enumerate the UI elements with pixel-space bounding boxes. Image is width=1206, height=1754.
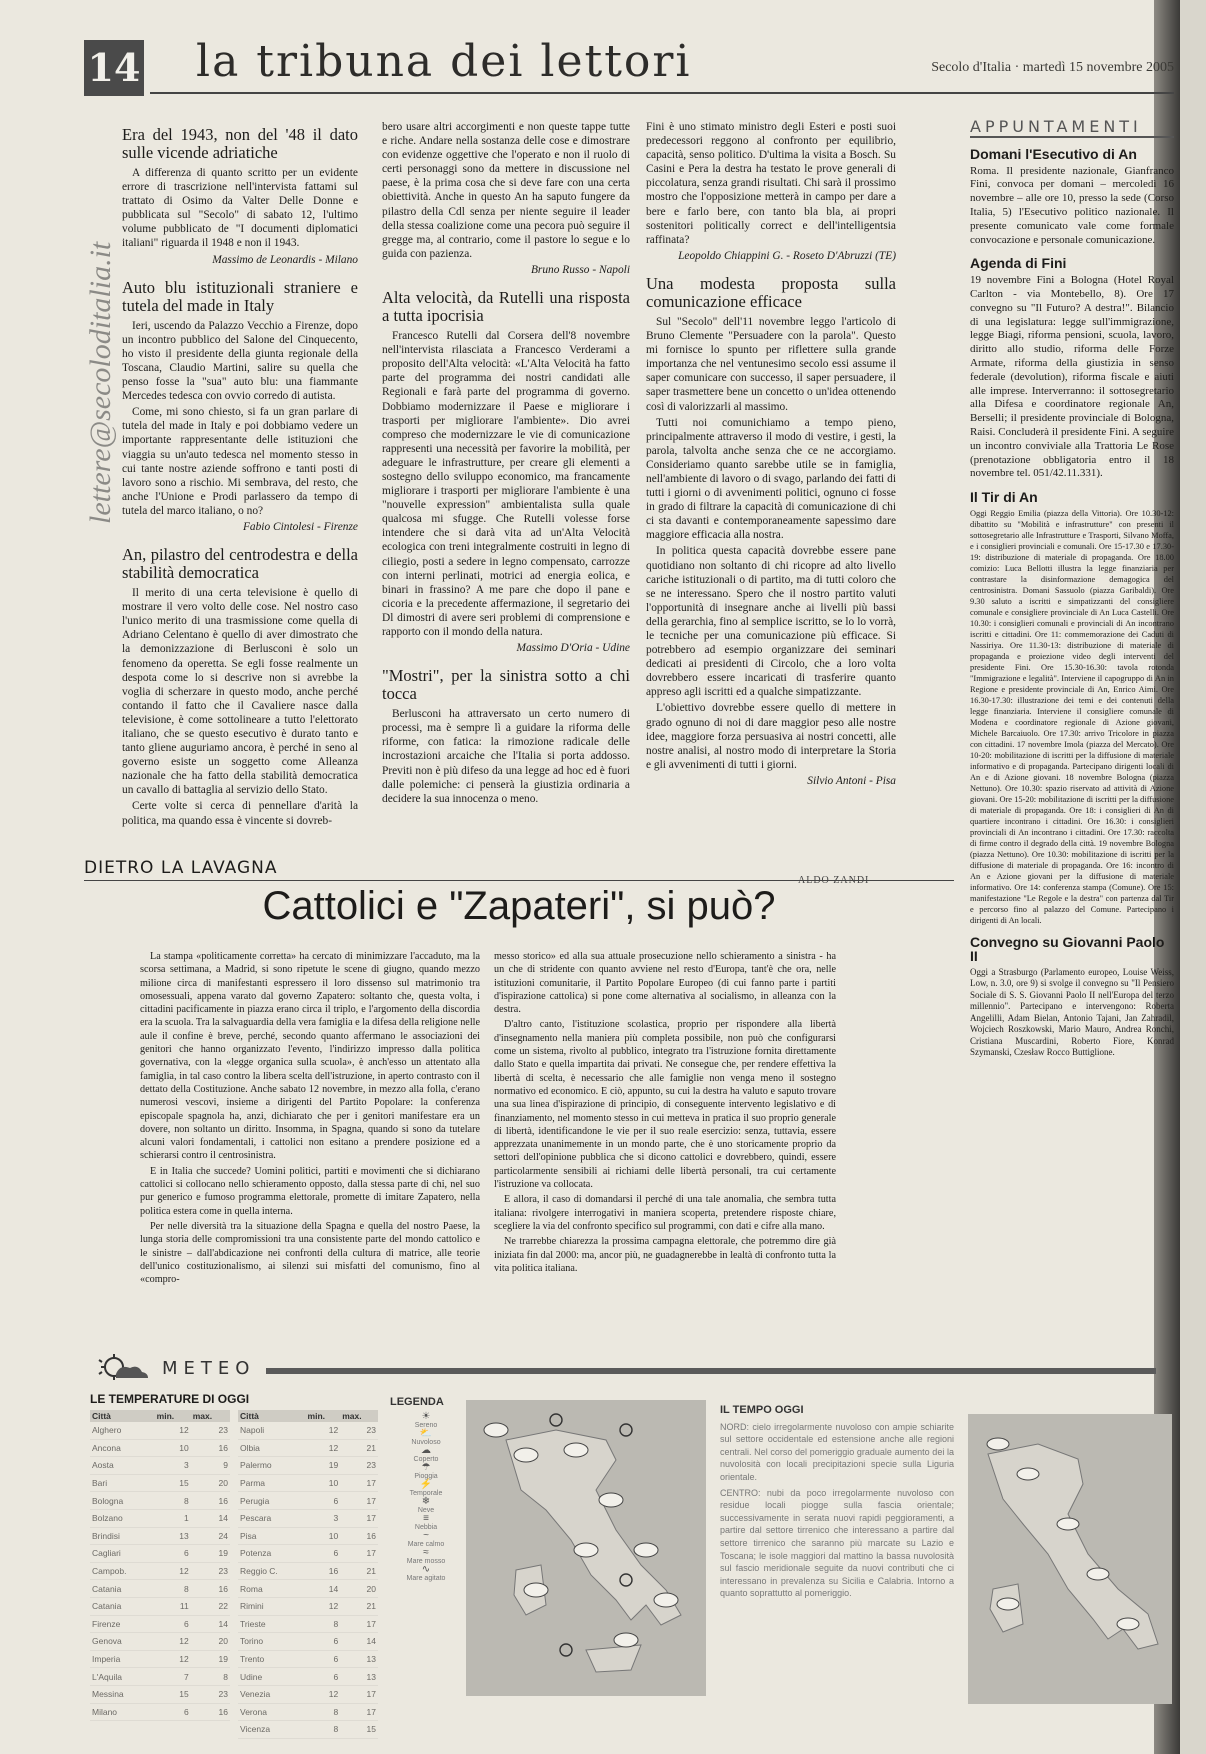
temperature-city: Vicenza <box>238 1721 306 1739</box>
temperature-row <box>90 1580 230 1598</box>
temperature-max: 21 <box>340 1597 378 1615</box>
temperature-city: Pisa <box>238 1527 306 1545</box>
temperature-row <box>238 1668 378 1686</box>
appuntamento-text: Roma. Il presidente nazionale, Gianfranco Fini, convoca per domani – mercoledì 16 novembre – alle ore 10, presso la sede (Corso Italia, 5) l'Esecutivo politico nazionale. Il presente comunicato vale come formale convocazione e personale comunicazione. <box>970 164 1174 246</box>
col-header-city: Città <box>238 1410 306 1422</box>
temperature-min: 10 <box>306 1474 341 1492</box>
temperature-city: Venezia <box>238 1685 306 1703</box>
letter-title: Una modesta proposta sulla comunicazione efficace <box>646 273 896 311</box>
temperature-row <box>238 1650 378 1668</box>
temperature-min: 16 <box>306 1562 341 1580</box>
paper-date: Secolo d'Italia · martedì 15 novembre 2005 <box>931 60 1174 75</box>
letter-paragraph: A differenza di quanto scritto per un evidente errore di trascrizione nell'intervista fattami sul trattato di Osimo da Valter Delle Donne e pubblicata sul "Secolo" di sabato 12, l'ultimo volume pubblicato de "I documenti diplomatici italiani" riguarda il 1948 e non il 1943. <box>122 167 358 250</box>
temperature-min: 10 <box>155 1439 191 1457</box>
letter-paragraph: Francesco Rutelli dal Corsera dell'8 novembre nell'intervista rilasciata a Francesco Verderami a proposito dell'Alta velocità: «L'Alta Velocità ha fatto parte del programma dei nostri candidati alle Regionali e farà parte del programma di governo. Dobbiamo modernizzare il Paese e migliorare i trasporti per migliorare l'ambiente». Dio avrei compreso che modernizzare le vie di comunicazione rappresenti una necessità per favorire la mobilità, per adeguare le infrastrutture, per creare gli elementi a sostegno dello sviluppo economico, ma francamente migliorare i trasporti per migliorare l'ambiente è una "nouvelle expression" ambientalista sulla quale qualcosa mi sfugge. Che Rutelli volesse forse intendere che si darà vita ad un'Alta Velocità ecologica con treni integralmente costruiti in legno di ciliegio, posti a sedere in legno compensato, carrozze con interni perlinati, motrici ad energia eolica, e binari in frassino? A me pare che dopo il pane e cicoria e la precedente affermazione, il segretario dei Dl dimostri di avere seri problemi di comprensione e rapporto con il mondo della natura. <box>382 330 630 638</box>
temperature-max: 20 <box>191 1633 230 1651</box>
temperature-row <box>90 1509 230 1527</box>
temperature-city: Milano <box>90 1703 155 1721</box>
temperature-max: 24 <box>191 1527 230 1545</box>
temperature-city: Catania <box>90 1580 155 1598</box>
temperature-city: Ancona <box>90 1439 155 1457</box>
temperature-max: 13 <box>340 1668 378 1686</box>
temperature-city: Udine <box>238 1668 306 1686</box>
temperature-min: 12 <box>155 1633 191 1651</box>
letters-column-2 <box>382 120 630 808</box>
letter-title: Alta velocità, da Rutelli una risposta a tutta ipocrisia <box>382 288 630 326</box>
appuntamenti-sidebar <box>970 117 1174 1059</box>
legend-rain-icon: ☂ Pioggia <box>414 1462 438 1480</box>
temperature-min: 12 <box>306 1422 341 1439</box>
temperature-row <box>238 1509 378 1527</box>
temperature-row <box>238 1422 378 1439</box>
letters-column-1 <box>122 120 358 830</box>
temperature-city: Olbia <box>238 1439 306 1457</box>
temperature-max: 17 <box>340 1703 378 1721</box>
col-header-min: min. <box>306 1410 341 1422</box>
masthead-rule <box>150 92 1174 94</box>
temperature-min: 6 <box>155 1615 191 1633</box>
temperature-city: Catania <box>90 1597 155 1615</box>
legend-label: Mare agitato <box>406 1575 446 1582</box>
temperature-min: 6 <box>306 1492 341 1510</box>
temperature-row <box>90 1439 230 1457</box>
letter-paragraph: In politica questa capacità dovrebbe essere pane quotidiano non soltanto di chi ricopre ad alto livello cariche istituzionali o di partito, ma di tutti coloro che se ne interessano. Spero che il nostro partito valuti l'opportunità di insegnare anche ai livelli più bassi della gerarchia, fino al semplice iscritto, se lo lo vorrà, le tecniche per una comunicazione più efficace. Si potrebbero ad esempio organizzare dei seminari dedicati ai presidenti di Circolo, che a loro volta dovrebbero essere incaricati di trasferire quanto appreso agli iscritti ed a qualche simpatizzante. <box>646 545 896 699</box>
temperature-row <box>90 1527 230 1545</box>
temperature-max: 17 <box>340 1685 378 1703</box>
temperature-city: Cagliari <box>90 1545 155 1563</box>
temperature-min: 15 <box>155 1685 191 1703</box>
appuntamento-title: Convegno su Giovanni Paolo II <box>970 933 1165 964</box>
temperature-city: Parma <box>238 1474 306 1492</box>
meteo-header <box>96 1352 1156 1382</box>
temperature-row <box>238 1562 378 1580</box>
temperature-row <box>90 1562 230 1580</box>
temperature-min: 6 <box>155 1545 191 1563</box>
temperature-min: 14 <box>306 1580 341 1598</box>
temperature-max: 21 <box>340 1562 378 1580</box>
temperature-max: 17 <box>340 1474 378 1492</box>
weather-forecast-text <box>720 1404 954 1600</box>
temperature-min: 8 <box>155 1580 191 1598</box>
meteo-label: METEO <box>162 1358 256 1379</box>
temperature-max: 20 <box>191 1474 230 1492</box>
temperature-min: 6 <box>155 1703 191 1721</box>
temperatures-title: LE TEMPERATURE DI OGGI <box>90 1392 250 1406</box>
sun-cloud-icon <box>96 1352 152 1382</box>
temperature-max: 23 <box>340 1457 378 1475</box>
temperature-max: 22 <box>191 1597 230 1615</box>
temperature-row <box>238 1527 378 1545</box>
temperature-min: 1 <box>155 1509 191 1527</box>
temperature-row <box>238 1597 378 1615</box>
feature-kicker: DIETRO LA LAVAGNA <box>84 858 278 878</box>
temperature-min: 10 <box>306 1527 341 1545</box>
temperature-max: 23 <box>191 1422 230 1439</box>
temperature-city: Firenze <box>90 1615 155 1633</box>
forecast-paragraph: CENTRO: nubi da poco irregolarmente nuvoloso con residue locali piogge sulla fascia orientale; successivamente in serata nuovi rapidi peggioramenti, a partire dal settore tirrenico che interessano a partire dal settore tirrenico che saranno più marcate su Lazio e Toscana; le isole maggiori dal mattino la bassa nuvolosità sul fascio meridionale seguite da nuovi contributi che ci interessano in prevalenza su Sicilia e Calabria. Intorno a quanto soprattutto al pomeriggio. <box>720 1487 954 1599</box>
temperature-row <box>90 1422 230 1439</box>
legend-label: Pioggia <box>414 1473 438 1480</box>
appuntamento-title: Agenda di Fini <box>970 255 1067 272</box>
feature-column-2 <box>494 950 836 1277</box>
meteo-rule <box>266 1368 1156 1374</box>
italy-map-graphic <box>466 1400 706 1696</box>
temperature-row <box>238 1703 378 1721</box>
feature-column-1 <box>140 950 480 1288</box>
legend-label: Mare mosso <box>406 1558 446 1565</box>
letter-title: Auto blu istituzionali straniere e tutela del made in Italy <box>122 277 358 315</box>
letter-title: "Mostri", per la sinistra sotto a chi tocca <box>382 666 630 704</box>
temperature-city: Campob. <box>90 1562 155 1580</box>
temperature-row <box>238 1580 378 1598</box>
temperature-min: 3 <box>155 1457 191 1475</box>
legend-title: LEGENDA <box>390 1396 444 1408</box>
legend-label: Sereno <box>414 1422 438 1429</box>
temperature-row <box>90 1633 230 1651</box>
weather-map-italy <box>466 1400 706 1696</box>
temperature-min: 12 <box>155 1422 191 1439</box>
italy-map-graphic <box>968 1414 1172 1704</box>
feature-paragraph: messo storico» ed alla sua attuale prosecuzione nello schieramento a sinistra - ha un che di stridente con quanto avviene nel resto d'Europa, tant'è che ora, nelle istituzioni comunitarie, il Partito Popolare Europeo (di cui fanno parte i partiti d'ispirazione cattolica) si pone come alternativa al socialismo, in alleanza con la destra. <box>494 951 836 1016</box>
letter-signature: Silvio Antoni - Pisa <box>807 774 896 787</box>
col-header-min: min. <box>155 1410 191 1422</box>
temperature-max: 23 <box>191 1562 230 1580</box>
temperature-max: 16 <box>191 1492 230 1510</box>
temperature-max: 21 <box>340 1439 378 1457</box>
legend-cloud-icon: ⛅ Nuvoloso <box>411 1428 441 1446</box>
temperature-city: Torino <box>238 1633 306 1651</box>
temperature-city: Perugia <box>238 1492 306 1510</box>
legend-label: Mare calmo <box>407 1541 445 1548</box>
temperatures-panel <box>90 1392 380 1735</box>
temperature-max: 17 <box>340 1615 378 1633</box>
temperature-row <box>238 1492 378 1510</box>
temperature-max: 14 <box>340 1633 378 1651</box>
temperature-min: 12 <box>306 1597 341 1615</box>
temperature-max: 14 <box>191 1615 230 1633</box>
letter-paragraph: Fini è uno stimato ministro degli Esteri e posti suoi predecessori reggono al confronto per equilibrio, capacità, senso politico. D'ultima la visita a Bosch. Su Casini e Pera la destra ha testato le prove generali di piccolatura, senza grandi risultati. Chi sarà il prossimo mostro che l'opposizione metterà in campo per dare a bere e farlo bere, con tanto bla bla, ai propri sostenitori politically correct e dell'intelligentsia raffinata? <box>646 121 896 246</box>
temperature-row <box>238 1439 378 1457</box>
temperature-max: 16 <box>191 1703 230 1721</box>
temperature-city: Napoli <box>238 1422 306 1439</box>
temperature-min: 7 <box>155 1668 191 1686</box>
temperature-min: 6 <box>306 1545 341 1563</box>
temperature-city: Aosta <box>90 1457 155 1475</box>
temperature-row <box>238 1474 378 1492</box>
temperature-row <box>238 1615 378 1633</box>
temperature-row <box>90 1615 230 1633</box>
weather-legend <box>390 1396 462 1582</box>
letter-signature: Leopoldo Chiappini G. - Roseto D'Abruzzi (TE) <box>678 249 896 262</box>
appuntamento-text: 19 novembre Fini a Bologna (Hotel Royal Carlton - via Montebello, 8). Ore 17 convegno su "Il Futuro? A destra!". Bilancio di una legislatura: legge sull'immigrazione, legge Biagi, riforma pensioni, scuola, lavoro, diritto allo studio, riforma delle Forze Armate, riforma della giustizia in senso federale (devolution), riforma fiscale e aiuti alle imprese. Interverranno: il sottosegretario alla Difesa e coordinatore regionale An, Berselli; il presidente provinciale di Bologna, Raisi. Concluderà il presidente Fini. A seguire un incontro conviviale alla Trattoria Le Rose (prenotazione obbligatoria entro il 18 novembre tel. 051/42.11.331). <box>970 274 1174 480</box>
letter-title: Era del 1943, non del '48 il dato sulle vicende adriatiche <box>122 125 358 162</box>
temperature-city: Bolzano <box>90 1509 155 1527</box>
legend-rough-sea-icon: ≈ Mare mosso <box>406 1547 446 1565</box>
temperature-city: Trento <box>238 1650 306 1668</box>
col-header-city: Città <box>90 1410 155 1422</box>
email-address[interactable]: lettere@secoloditalia.it <box>84 241 117 524</box>
letter-paragraph: Certe volte si cerca di pennellare d'arità la politica, ma quando essa è vincente si dovreb- <box>122 800 358 827</box>
temperature-min: 12 <box>155 1650 191 1668</box>
letter-paragraph: Come, mi sono chiesto, si fa un gran parlare di tutela del made in Italy e poi dobbiamo vedere un importante rappresentante delle istituzioni che viaggia su un'auto tedesca nel momento stesso in cui tante nostre aziende soffrono e tanti posti di lavoro sono a rischio. Mi sembrava, del resto, che anche l'Unione e Prodi parlassero da tempo di tutela del marco italiano, o no? <box>122 406 358 517</box>
feature-rule <box>84 880 954 881</box>
temperature-row <box>238 1545 378 1563</box>
temperature-row <box>90 1474 230 1492</box>
temperature-max: 17 <box>340 1492 378 1510</box>
col-header-max: max. <box>191 1410 230 1422</box>
letter-signature: Massimo de Leonardis - Milano <box>212 253 358 266</box>
legend-calm-sea-icon: ~ Mare calmo <box>407 1530 445 1548</box>
temperature-max: 17 <box>340 1509 378 1527</box>
appuntamento-title: Domani l'Esecutivo di An <box>970 145 1137 162</box>
temperature-min: 12 <box>155 1562 191 1580</box>
temperature-max: 8 <box>191 1668 230 1686</box>
temperature-city: Roma <box>238 1580 306 1598</box>
temperature-min: 3 <box>306 1509 341 1527</box>
weather-map-tomorrow <box>968 1414 1172 1704</box>
feature-paragraph: E in Italia che succede? Uomini politici, partiti e movimenti che si dichiarano cattolici si collocano nello schieramento opposto, dalla stessa parte di chi, nel suo pur generico e fumoso programma elettorale, promette di imitare Zapatero, nella politica estera come in quella interna. <box>140 1165 480 1217</box>
letter-paragraph: Sul "Secolo" dell'11 novembre leggo l'articolo di Bruno Clemente "Persuadere con la parola". Questo mi fornisce lo spunto per riflettere sulla grande importanza che nel ventunesimo secolo essi assume il saper comunicare con successo, il saper persuadere, il saper trasmettere bene un concetto o un'idea ottenendo così di valorizzarli al massimo. <box>646 315 896 413</box>
letter-signature: Massimo D'Oria - Udine <box>516 642 630 655</box>
temperature-city: Trieste <box>238 1615 306 1633</box>
appuntamento-title: Il Tir di An <box>970 489 1038 506</box>
temperature-max: 9 <box>191 1457 230 1475</box>
temperature-min: 12 <box>306 1439 341 1457</box>
legend-label: Temporale <box>409 1490 443 1497</box>
temperature-min: 8 <box>306 1721 341 1739</box>
feature-paragraph: Per nelle diversità tra la situazione della Spagna e quella del nostro Paese, la lunga storia delle compromissioni tra una consistente parte del mondo cattolico e le sinistre – dall'abdicazione nei confronti della cultura di matrice, alle teorie dell'unico costituzionalismo, ai silenzi sui misfatti del comunismo, fino al «compro- <box>140 1220 480 1286</box>
temperature-min: 6 <box>306 1668 341 1686</box>
legend-overcast-icon: ☁ Coperto <box>413 1445 439 1463</box>
feature-paragraph: E allora, il caso di domandarsi il perché di una tale anomalia, che sembra tutta italiana: rivolgere interrogativi in maniera scoperta, pretendere risposte chiare, scegliere la via del confronto specifico sul programmi, con dati e cifre alla mano. <box>494 1194 836 1232</box>
temperature-city: Verona <box>238 1703 306 1721</box>
legend-label: Neve <box>417 1507 435 1514</box>
temperature-row <box>90 1650 230 1668</box>
temperature-row <box>238 1721 378 1739</box>
feature-paragraph: La stampa «politicamente corretta» ha cercato di minimizzare l'accaduto, ma la scorsa settimana, a Madrid, si sono ripetute le scene di giugno, quando mezzo milione circa di manifestanti espressero il loro dissenso sul matrimonio tra omosessuali, appena varato dal governo Zapatero: soltanto che, questa volta, i cittadini pacificamente in piazza erano circa il triplo, e l'argomento della discordia era la scuola. Tra la salvaguardia della vera famiglia e la difesa della religione nelle aule il confine è breve, perché, secondo quanto affermano le associazioni dei genitori che hanno organizzato l'evento, l'indirizzo impresso dalla politica governativa, con la «legge organica sulla scuola», è anch'esso un attentato alla famiglia, in tal caso contro la libera scelta dell'istruzione, in aperto contrasto con il dettato della Costituzione. Anche sabato 12 novembre, in mezzo alla folla, c'erano numerosi vescovi, insieme a dirigenti del Partito Popolare: la conferenza episcopale spagnola ha, anzi, dichiarato che per i genitori manifestare era un dovere, non soltanto un diritto. Insomma, in Spagna, quando si sono da tutelare alcuni valori fondamentali, i cattolici non esitano a prendere posizione ed a schierarsi contro il centrosinistra. <box>140 951 480 1162</box>
feature-paragraph: Ne trarrebbe chiarezza la prossima campagna elettorale, che potremmo dire già iniziata fin dal 2000: ma, ancor più, ne guadagnerebbe in lealtà di confronto tutta la vita politica italiana. <box>494 1236 836 1274</box>
forecast-paragraph: NORD: cielo irregolarmente nuvoloso con ampie schiarite sul settore occidentale ed estensione anche alle regioni centrali. Nel corso del pomeriggio graduale aumento dei la nuvolosità con locali precipitazioni specie sulla Liguria orientale. <box>720 1421 954 1482</box>
temperature-city: Imperia <box>90 1650 155 1668</box>
temperature-max: 20 <box>340 1580 378 1598</box>
temperature-row <box>90 1545 230 1563</box>
legend-label: Nuvoloso <box>411 1439 441 1446</box>
temperature-row <box>90 1703 230 1721</box>
temperature-city: Palermo <box>238 1457 306 1475</box>
temperature-city: Reggio C. <box>238 1562 306 1580</box>
temperature-row <box>90 1685 230 1703</box>
legend-label: Coperto <box>413 1456 439 1463</box>
col-header-max: max. <box>340 1410 378 1422</box>
temperature-city: Brindisi <box>90 1527 155 1545</box>
temperature-max: 16 <box>340 1527 378 1545</box>
letter-title: An, pilastro del centrodestra e della stabilità democratica <box>122 545 358 583</box>
temperature-max: 15 <box>340 1721 378 1739</box>
legend-storm-icon: ⚡ Temporale <box>409 1479 443 1497</box>
temperature-min: 13 <box>155 1527 191 1545</box>
temperature-min: 6 <box>306 1633 341 1651</box>
temperature-city: Potenza <box>238 1545 306 1563</box>
temperature-city: Rimini <box>238 1597 306 1615</box>
temperature-min: 8 <box>155 1492 191 1510</box>
letter-paragraph: L'obiettivo dovrebbe essere quello di mettere in grado ognuno di noi di dare maggior peso alle nostre idee, maggiore forza persuasiva ai nostri concetti, alle nostre analisi, al nostro modo di interpretare la Storia e gli avvenimenti di tutti i giorni. <box>646 702 896 771</box>
temperature-city: Bari <box>90 1474 155 1492</box>
legend-snow-icon: ❄ Neve <box>417 1496 435 1514</box>
appuntamenti-heading: APPUNTAMENTI <box>970 120 1174 138</box>
temperature-row <box>238 1685 378 1703</box>
temperature-city: Bologna <box>90 1492 155 1510</box>
letter-signature: Bruno Russo - Napoli <box>530 263 630 276</box>
feature-paragraph: D'altro canto, l'istituzione scolastica, proprio per rispondere alla libertà d'insegnamento nella maniera più completa possibile, non può che configurarsi come un sistema, rivolto al pubblico, integrato tra l'istruzione fornita direttamente dallo Stato e quella impartita dai privati. Ne consegue che, per rendere effettiva la libertà di scelta, è necessario che alle famiglie non venga meno il sostegno normativo ed economico. E ciò, appunto, su cui la destra ha valuto e saputo trovare una sua linea d'ispirazione di principio, di conseguente intervento legislativo e di finanziamento, nel momento stesso in cui metteva in pratica il suo proprio generale di libertà, identificandone le vie per il suo reale esercizio: senza, tuttavia, essere apprezzata unanimemente in un mondo parte, che è uno storicamente proprio da settori dell'opinione pubblica che si dicono cattolici e dovrebbero, quindi, essere particolarmente sensibili ai richiami delle libertà personali, tra cui certamente l'istruzione va collocata. <box>494 1019 836 1191</box>
temperature-city: Messina <box>90 1685 155 1703</box>
temperature-max: 14 <box>191 1509 230 1527</box>
temperature-city: L'Aquila <box>90 1668 155 1686</box>
letter-paragraph: Berlusconi ha attraversato un certo numero di processi, ma è sempre lì a guidare la riforma delle riforme, con fatica: la rimozione radicale delle incrostazioni arcaiche che l'Italia si porta addosso. Previti non è più difeso da una legge ad hoc ed è fuori dalle polemiche: ci penserà la giustizia ordinaria a decidere la sua innocenza o meno. <box>382 708 630 805</box>
appuntamento-text: Oggi a Strasburgo (Parlamento europeo, Louise Weiss, Low, n. 3.0, ore 9) si svolge il convegno su "Il Pensiero Sociale di S. S. Giovanni Paolo II nell'Europa del terzo millennio". Partecipano e intervengono: Roberta Angelilli, Adam Bielan, Antonio Tajani, Jan Zahradil, Wojciech Roszkowski, Mario Mauro, Andrea Ronchi, Cristiana Muscardini, Roberto Fiore, Konrad Szymanski, Czesław Rocco Buttiglione. <box>970 966 1174 1058</box>
temperature-max: 19 <box>191 1650 230 1668</box>
temperature-min: 6 <box>306 1650 341 1668</box>
temperature-max: 23 <box>340 1422 378 1439</box>
letter-paragraph: Il merito di una certa televisione è quello di mostrare il vero volto delle cose. Nel nostro caso l'unico merito di una trasmissione come quella di Adriano Celentano è quello di aver dimostrato che la demonizzazione di Berlusconi è solo un fenomeno da operetta. Se egli fosse realmente un despota come lo si descrive non si avrebbe la voglia di scherzare in questo modo, anche perché contando il fatto che il Cavaliere nasce dalla televisione, è come sottolineare a tutto l'elettorato italiano, che se questo esecutivo è durato tanto e tanto gliene auguriamo ancora, è perché in seno al governo esiste un soggetto come Alleanza nazionale che ha fatto della stabilità democratica un cavallo di battaglia al servizio dello Stato. <box>122 587 358 797</box>
temperature-max: 23 <box>191 1685 230 1703</box>
temperature-max: 13 <box>340 1650 378 1668</box>
letters-column-3 <box>646 120 896 800</box>
legend-label: Nebbia <box>414 1524 438 1531</box>
temperature-row <box>90 1597 230 1615</box>
page-number: 14 <box>84 40 144 96</box>
temperature-min: 11 <box>155 1597 191 1615</box>
legend-fog-icon: ≡ Nebbia <box>414 1513 438 1531</box>
letter-paragraph: Tutti noi comunichiamo a tempo pieno, principalmente attraverso il modo di vestire, i gesti, la parola, talvolta anche senza che ce ne accorgiamo. Consideriamo quanto sarebbe utile se in famiglia, nell'ambiente di lavoro o di svago, parlando dei fatti di tutti i giorni o di avvenimenti politici, ognuno ci fosse in grado di filtrare la capacità di comunicazione di chi ci sta davanti e contemporaneamente sapessimo dare maggiore efficacia alla nostra. <box>646 416 896 542</box>
temperatures-table-right <box>238 1410 378 1739</box>
letter-signature: Fabio Cintolesi - Firenze <box>242 520 358 533</box>
temperature-min: 8 <box>306 1615 341 1633</box>
legend-sun-icon: ☀ Sereno <box>414 1411 438 1429</box>
temperature-city: Pescara <box>238 1509 306 1527</box>
letter-paragraph: Ieri, uscendo da Palazzo Vecchio a Firenze, dopo un incontro pubblico del Salone del Cinquecento, ho visto il presidente della giunta regionale della Toscana, Claudio Martini, salire su quella che penso fosse la "sua" auto blu: una fiammante Mercedes tedesca con ovvio corredo di autista. <box>122 319 358 403</box>
masthead <box>84 36 1174 100</box>
vertical-email <box>84 124 124 524</box>
temperature-max: 19 <box>191 1545 230 1563</box>
temperature-row <box>90 1492 230 1510</box>
appuntamento-text: Oggi Reggio Emilia (piazza della Vittoria). Ore 10.30-12: dibattito su "Mobilità e infrastrutture" con presenti il sottosegretario alle Infrastrutture e Trasporti, Silvano Moffa, e i consiglieri provinciali e comunali. Ore 15-17.30 e 17.30-19: distribuzione di materiale di propaganda. Ore 18.00 comizio: Luca Bellotti illustra la legge finanziaria per contrastare la disinformazione demagogica del centrosinistra. Domani Sassuolo (piazza Garibaldi). Ore 9.30 saluto a iscritti e simpatizzanti del consigliere comunale e consigliere provinciale di An Luca Castelli. Ore 10.30: i consiglieri comunali e provinciali di An incontrano iscritti e cittadini. Ore 11: commemorazione dei Caduti di Nassiriya. Ore 11.30-13: distribuzione di materiale di propaganda e proiezione video degli interventi del presidente Fini. Ore 15.30-16.30: tavola rotonda "Immigrazione e legalità". Interviene il capogruppo di An in Regione e presidente provinciale di An, Enrico Aimi. Ore 16.30-17.30: illustrazione dei temi e dei contenuti della legge finanziaria. Interviene il consigliere comunale di Modena e coordinatore regionale di Azione giovani, Michele Barcaiuolo. Ore 17.30: arrivo Tricolore in piazza con cittadini. 17 novembre Imola (piazza del Mercato). Ore 10-20: mobilitazione di iscritti per la diffusione di materiale informativo e di propaganda. Partecipano dirigenti locali di An e di Azione giovani. 18 novembre Bologna (piazza Nettuno). Ore 10.30: spazio riservato ad attività di Azione giovani. Ore 15-20: mobilitazione di iscritti per la diffusione di materiale di propaganda. Ore 18: i consiglieri di An di quartiere incontrano i cittadini. Ore 16.30: i consiglieri provinciali di An incontrano i cittadini. Ore 17.30: raccolta di firme contro il degrado della città. 19 novembre Bologna (piazza Nettuno). Ore 10.30: mobilitazione di iscritti per la diffusione di materiale di propaganda. Ore 16: incontro di An e Azione giovani per la diffusione di materiale informativo. Ore 14: conferenza stampa (Comune). Ore 15: manifestazione "Le Regole e la destra" con partenza dal Tir e percorso fino al palazzo del Comune. Partecipano i dirigenti di An locali. <box>970 508 1174 925</box>
temperature-max: 16 <box>191 1580 230 1598</box>
temperature-min: 12 <box>306 1685 341 1703</box>
temperature-min: 8 <box>306 1703 341 1721</box>
forecast-title: IL TEMPO OGGI <box>720 1404 804 1416</box>
temperature-row <box>90 1668 230 1686</box>
temperature-row <box>238 1633 378 1651</box>
feature-headline: Cattolici e "Zapateri", si può? <box>262 884 776 928</box>
temperature-row <box>238 1457 378 1475</box>
temperature-min: 19 <box>306 1457 341 1475</box>
letter-paragraph: bero usare altri accorgimenti e non queste tappe tutte e riche. Andare nella sostanza delle cose e dimostrare con evidenze oggettive che l'operato e non il ruolo di certi personaggi sono da mettere in discussione nel paese, è la prima cosa che si deve fare con una certa obiettività. Anche in questo An ha saputo fungere da pilastro della Cdl senza per niente seguire il leader della stessa coalizione come una pecora può seguire il gregge ma, al contrario, come il pastore lo segue e lo guida con pazienza. <box>382 121 630 260</box>
section-title: la tribuna dei lettori <box>196 36 692 87</box>
temperature-row <box>90 1457 230 1475</box>
temperatures-table-left <box>90 1410 230 1721</box>
temperature-city: Genova <box>90 1633 155 1651</box>
legend-very-rough-sea-icon: ∿ Mare agitato <box>406 1564 446 1582</box>
temperature-min: 15 <box>155 1474 191 1492</box>
temperature-max: 16 <box>191 1439 230 1457</box>
temperature-max: 17 <box>340 1545 378 1563</box>
temperature-city: Alghero <box>90 1422 155 1439</box>
